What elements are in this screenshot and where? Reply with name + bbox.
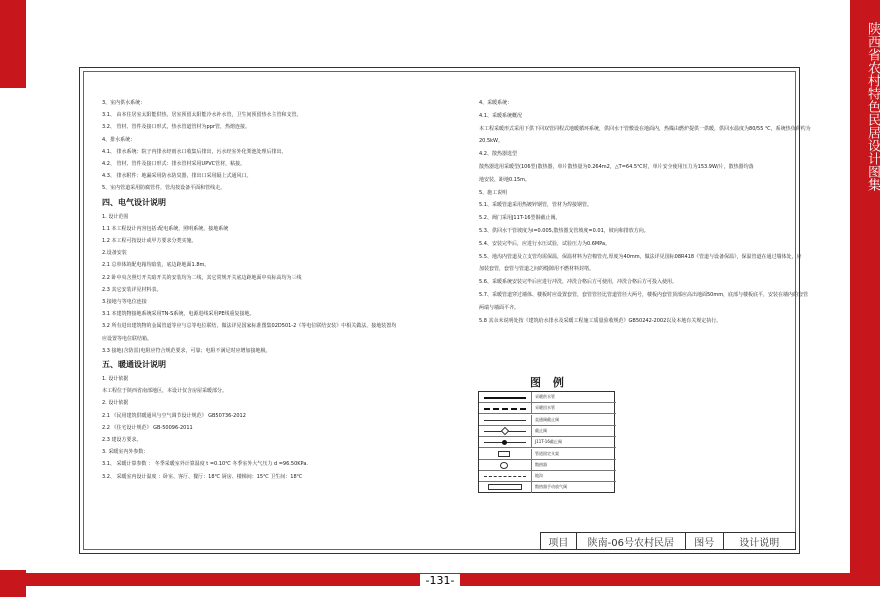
- text-line: 3. 采暖室内外参数：: [102, 449, 149, 456]
- text-line: 3.3 接地(含防雷)电阻应符合规范要求，可靠；电阻不满足时应增加接地极。: [102, 347, 271, 354]
- text-line: 4.1、 排水系统：院子内排水经雨水口收集后排出，污水经室外化粪池处理后排出。: [102, 148, 287, 155]
- text-line: 应设置等电位联结箱。: [102, 335, 153, 342]
- text-line: 5.8 其余未说明处按《建筑给水排水及采暖工程施工质量验收规范》GB50242-2002以及本地有关规定执行。: [479, 317, 722, 324]
- text-line: 4.1、采暖系统概况: [479, 112, 522, 119]
- project-name: 陕南-06号农村民居: [577, 533, 686, 549]
- legend-symbol-solid-thick: [484, 397, 526, 399]
- text-line: 2.1 总单体的配电箱均暗装，底边距地面1.8m。: [102, 262, 210, 269]
- section-heading: 五、暖通设计说明: [102, 360, 166, 369]
- section-heading: 四、电气设计说明: [102, 197, 166, 207]
- legend-symbol-dot-valve: [484, 442, 526, 443]
- text-line: 4.2、 管材、管件及接口形式：排水管材采用UPVC管材，粘接。: [102, 161, 246, 167]
- text-line: 1.1 本工程设计内容包括:配电系统，照明系统，接地系统: [102, 225, 229, 232]
- legend-row: [479, 460, 616, 471]
- legend-row: [479, 449, 616, 460]
- text-line: 地安装，距地0.15m。: [479, 176, 531, 183]
- legend-table: [478, 391, 615, 493]
- legend-label: 直通阀截止阀: [535, 416, 559, 422]
- legend-label: 散热器手动放气阀: [535, 484, 567, 490]
- text-line: 3.2 所有进出建筑物的金属管道等应与总等电位联结，做法详见国家标准图集02D501-2《等电位联结安装》中相关做法，接地装置均: [102, 323, 397, 330]
- legend-divider: [531, 482, 532, 493]
- legend-symbol-box-small: [484, 454, 526, 455]
- legend-row: [479, 482, 616, 493]
- legend-label: 地沟: [535, 473, 543, 479]
- legend-symbol-dashed-thin: [484, 476, 526, 477]
- text-line: 5.2、阀门采用J11T-16型铜截止阀。: [479, 215, 561, 222]
- text-line: 5.3、供回水干管坡度为i=0.005,散热器支管坡度=0.01，坡向和排放方向。: [479, 228, 649, 234]
- legend-divider: [531, 471, 532, 481]
- text-line: 2.2 《住宅设计规范》 GB-50096-2011: [102, 424, 193, 431]
- legend-divider: [531, 403, 532, 413]
- text-line: 2.2 卧中央含照灯开关暗开关的安装均为二线，其它常规开关底边距地面中央标高均为三线: [102, 274, 302, 281]
- legend-divider: [531, 392, 532, 402]
- legend-label: 散热器: [535, 461, 547, 467]
- page-number-wrap: [0, 574, 880, 587]
- text-line: 3.1、 由本住居室太阳能供热，居室预留太阳能冷水补水管，卫生间预留热水主管和支管。: [102, 112, 302, 119]
- text-line: 20.5kW。: [479, 138, 503, 145]
- text-line: 3.1 本建筑物接地系统采用TN-S系统，电源进线采用PE线重复接地。: [102, 311, 255, 318]
- legend-row: [479, 426, 616, 437]
- legend-label: 管道固定支架: [535, 450, 559, 456]
- text-line: 5.5、地沟内管道及立支管均需保温，保温材料为岩棉管壳,厚度为40mm，做法详见国标08R418《管道与设备保温》，保温管道在通过墙体处，应: [479, 253, 802, 260]
- text-line: 散热器选用采暖型(106型)散热器，单片散热量为0.264m2，△T=64.5℃时，单片安全使用压力为153.9W/片，散热器均落: [479, 164, 754, 170]
- drawing-name: 设计说明: [739, 537, 780, 549]
- legend-symbol-dashed-thick: [484, 408, 526, 410]
- text-line: 4、采暖系统：: [479, 100, 513, 106]
- legend-row: [479, 403, 616, 414]
- legend-label: 采暖供水管: [535, 394, 555, 399]
- project-label: 项目: [541, 533, 577, 549]
- text-line: 2.1 《民用建筑供暖通风与空气调节设计规范》 GB50736-2012: [102, 412, 246, 419]
- text-line: 3.2、 管材、管件及接口形式，热水管道管材为ppr管，热熔连接。: [102, 124, 250, 131]
- text-line: 5.7、采暖管道穿过墙体、楼板时应设置套管，套管管径比管道管径大两号，楼板内套管顶部应高出地面50mm，底部与楼板底平，安装在墙内的套管: [479, 292, 809, 298]
- text-line: 3.2、 采暖室内设计温度 ：卧室、客厅、餐厅：18℃ 厨房、楼梯间：15℃ 卫生间：18℃: [102, 473, 303, 480]
- legend-label: J11T-16截止阀: [535, 439, 562, 445]
- text-line: 本工程位于陕西省南部地区，本设计仅含房屋采暖部分。: [102, 388, 228, 395]
- text-line: 2. 设计依据: [102, 400, 129, 407]
- text-line: 5、室内管道采用防腐管件，管沟按设备平面和管线走。: [102, 185, 226, 192]
- text-line: 5、施工说明: [479, 189, 508, 196]
- text-line: 加装套管，套管与管道之间的缝隙用不燃材料封堵。: [479, 266, 595, 273]
- text-line: 1.2 本工程可按设计或甲方要求分类实施。: [102, 238, 197, 244]
- page-number: -131-: [420, 574, 461, 587]
- corner-tab-top-left: [0, 0, 26, 88]
- legend-symbol-valve: [484, 431, 526, 432]
- legend-title: 图 例: [530, 376, 568, 389]
- text-line: 2.3 其它安装详见材料表。: [102, 286, 162, 293]
- legend-label: 截止阀: [535, 427, 547, 433]
- legend-divider: [531, 437, 532, 447]
- text-line: 3.接地与等电位连接: [102, 299, 147, 305]
- text-line: 4.3、 排水附件：地漏采用防水防臭器，排出口采用隔上式通风口。: [102, 173, 252, 180]
- drawing-no-label: 图号: [686, 533, 724, 549]
- text-line: 两端与墙面平齐。: [479, 304, 520, 311]
- text-line: 4.2、散热器选型: [479, 151, 517, 158]
- text-line: 本工程采暖形式采用下供下回双管同程式地暖循环系统，供回水干管敷设在地面内，热媒由燃炉提供一供暖，供回水温度为80/55 ℃，系统热负荷约为: [479, 125, 811, 132]
- text-line: 1. 设计范围: [102, 213, 129, 220]
- legend-row: [479, 392, 616, 403]
- legend-divider: [531, 415, 532, 425]
- legend-divider: [531, 460, 532, 470]
- sidebar-title: 陕西省农村特色民居设计图集: [865, 22, 880, 191]
- legend-symbol-radiator: [484, 465, 526, 466]
- text-line: 2.设备安装: [102, 250, 127, 257]
- text-line: 3.1、 采暖计算参数 ： 冬季采暖室外计算温度 t =0.10℃ 冬季室外大气压力 d =96.50KPa.: [102, 461, 308, 468]
- text-line: 4、排水系统：: [102, 136, 136, 143]
- legend-label: 采暖回水管: [535, 405, 555, 411]
- legend-row: [479, 415, 616, 426]
- legend-divider: [531, 449, 532, 459]
- text-line: 5.4、安装完毕后，应进行水压试验，试验压力为0.6MPa。: [479, 240, 611, 247]
- legend-row: [479, 471, 616, 482]
- legend-symbol-solid-thin: [484, 420, 526, 421]
- legend-symbol-box-wide: [484, 487, 526, 488]
- legend-row: [479, 437, 616, 448]
- text-line: 1. 设计依据: [102, 376, 129, 382]
- text-line: 5.1、采暖管道采用热镀锌钢管，管材为焊接钢管。: [479, 202, 592, 209]
- text-line: 3、室内供水系统：: [102, 100, 146, 106]
- title-block: [540, 532, 796, 550]
- text-line: 5.6、采暖系统安装完毕后应进行冲洗，冲洗合格后方可使用，冲洗合格后方可投入使用。: [479, 279, 677, 286]
- text-line: 2.3 建设方要求。: [102, 437, 142, 443]
- legend-divider: [531, 426, 532, 436]
